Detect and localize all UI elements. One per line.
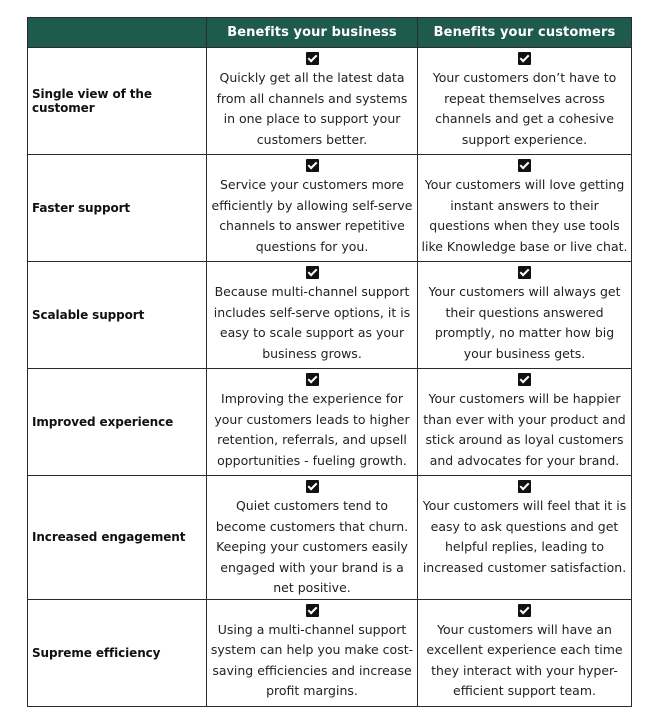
business-benefit-cell bbox=[207, 369, 418, 476]
business-benefit-cell bbox=[207, 262, 418, 369]
customer-benefit-text: Your customers don’t have to repeat themselves across channels and get a cohesive support experience. bbox=[432, 70, 617, 147]
table-header bbox=[28, 18, 632, 48]
customer-benefit-text: Your customers will feel that it is easy to ask questions and get helpful replies, leading to increased customer satisfaction. bbox=[422, 498, 627, 575]
business-benefit-text: Using a multi-channel support system can help you make cost-saving efficiencies and increase profit margins. bbox=[210, 621, 414, 698]
header-cell-customers: Benefits your customers bbox=[418, 18, 632, 48]
checkbox-checked-icon bbox=[306, 266, 319, 279]
feature-cell: Increased engagement bbox=[28, 476, 207, 600]
checkbox-checked-icon bbox=[306, 159, 319, 172]
table-body bbox=[28, 48, 632, 707]
business-benefit-cell bbox=[207, 155, 418, 262]
benefits-table bbox=[27, 17, 632, 707]
business-benefit-cell bbox=[207, 599, 418, 706]
customer-benefit-text: Your customers will be happier than ever with your product and stick around as loyal customers and advocates for your brand. bbox=[423, 391, 626, 468]
table-row bbox=[28, 476, 632, 600]
header-cell-empty bbox=[28, 18, 207, 48]
benefits-table-container bbox=[27, 17, 631, 707]
header-row bbox=[28, 18, 632, 48]
table-row bbox=[28, 262, 632, 369]
feature-cell: Single view of the customer bbox=[28, 48, 207, 155]
table-row bbox=[28, 369, 632, 476]
customer-benefit-cell bbox=[418, 48, 632, 155]
business-benefit-text: Service your customers more efficiently by allowing self-serve channels to answer repetitive questions for you. bbox=[211, 177, 413, 254]
feature-cell: Improved experience bbox=[28, 369, 207, 476]
header-cell-business: Benefits your business bbox=[207, 18, 418, 48]
checkbox-checked-icon bbox=[518, 266, 531, 279]
business-benefit-text: Quickly get all the latest data from all channels and systems in one place to support your customers better. bbox=[216, 70, 408, 147]
table-row bbox=[28, 48, 632, 155]
business-benefit-cell bbox=[207, 476, 418, 600]
table-row bbox=[28, 155, 632, 262]
customer-benefit-text: Your customers will always get their questions answered promptly, no matter how big your business gets. bbox=[428, 284, 621, 361]
checkbox-checked-icon bbox=[306, 604, 319, 617]
checkbox-checked-icon bbox=[518, 480, 531, 493]
customer-benefit-text: Your customers will love getting instant answers to their questions when they use tools like Knowledge base or live chat. bbox=[421, 177, 628, 254]
business-benefit-cell bbox=[207, 48, 418, 155]
customer-benefit-cell bbox=[418, 155, 632, 262]
customer-benefit-cell bbox=[418, 599, 632, 706]
checkbox-checked-icon bbox=[518, 159, 531, 172]
feature-cell: Supreme efficiency bbox=[28, 599, 207, 706]
checkbox-checked-icon bbox=[306, 480, 319, 493]
checkbox-checked-icon bbox=[518, 52, 531, 65]
checkbox-checked-icon bbox=[518, 373, 531, 386]
feature-cell: Scalable support bbox=[28, 262, 207, 369]
customer-benefit-cell bbox=[418, 369, 632, 476]
customer-benefit-cell bbox=[418, 262, 632, 369]
feature-cell: Faster support bbox=[28, 155, 207, 262]
business-benefit-text: Improving the experience for your customers leads to higher retention, referrals, and upsell opportunities - fueling growth. bbox=[214, 391, 410, 468]
checkbox-checked-icon bbox=[306, 373, 319, 386]
business-benefit-text: Quiet customers tend to become customers that churn. Keeping your customers easily engaged with your brand is a net positive. bbox=[215, 498, 409, 595]
checkbox-checked-icon bbox=[518, 604, 531, 617]
table-row bbox=[28, 599, 632, 706]
checkbox-checked-icon bbox=[306, 52, 319, 65]
customer-benefit-cell bbox=[418, 476, 632, 600]
business-benefit-text: Because multi-channel support includes self-serve options, it is easy to scale support as your business grows. bbox=[213, 284, 411, 361]
customer-benefit-text: Your customers will have an excellent experience each time they interact with your hyper-efficient support team. bbox=[426, 621, 623, 698]
